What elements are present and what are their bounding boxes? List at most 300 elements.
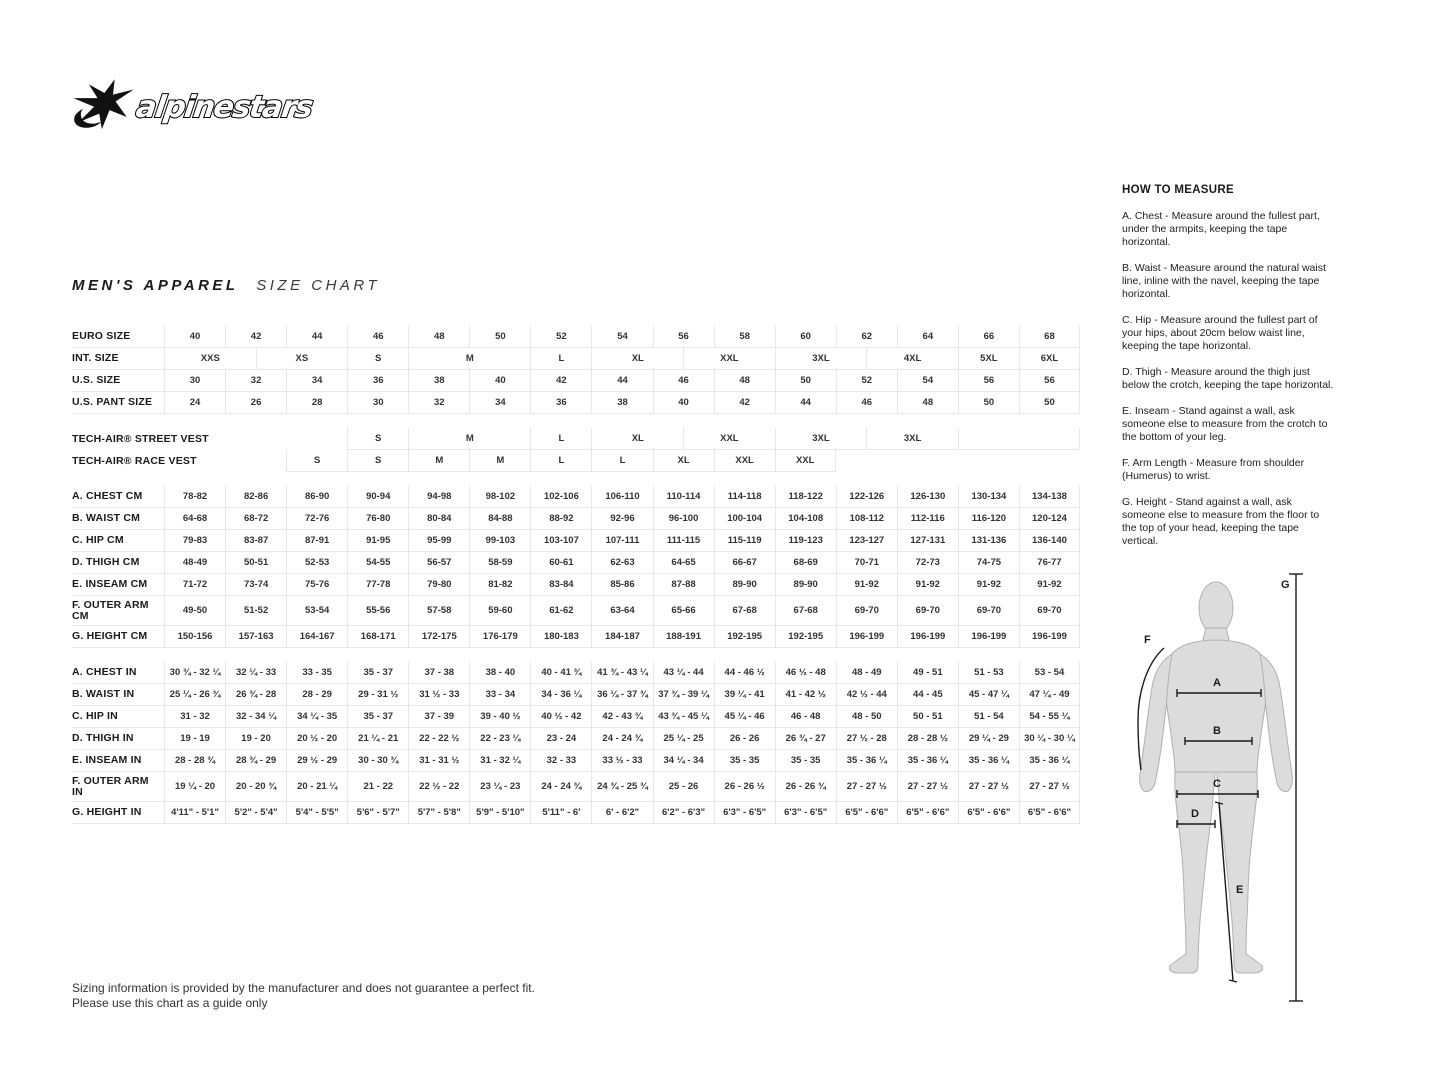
size-cell: 40 [164, 326, 225, 348]
astar-icon [73, 79, 133, 129]
size-cell: M [408, 450, 469, 472]
size-cell: 127-131 [897, 530, 958, 552]
disclaimer-line-2: Please use this chart as a guide only [72, 996, 268, 1010]
size-cell: 6' - 6'2" [591, 802, 652, 824]
table-row [72, 428, 1080, 450]
size-cell: 34 ¼ - 35 [286, 706, 347, 728]
size-cell: 102-106 [530, 486, 591, 508]
size-cell: XL [591, 348, 683, 370]
size-cell: 110-114 [653, 486, 714, 508]
size-cell: 24 - 24 ¾ [591, 728, 652, 750]
size-cell: 88-92 [530, 508, 591, 530]
size-cell: S [347, 348, 408, 370]
size-cell: 55-56 [347, 596, 408, 626]
size-cell: 104-108 [775, 508, 836, 530]
table-row [72, 530, 1080, 552]
table-row [72, 772, 1080, 802]
table-section [72, 428, 1080, 472]
size-cell: 19 ¼ - 20 [164, 772, 225, 802]
size-cell: 71-72 [164, 574, 225, 596]
size-cell: 6'5" - 6'6" [958, 802, 1019, 824]
size-cell: 37 - 38 [408, 662, 469, 684]
size-cell: 91-92 [836, 574, 897, 596]
size-cell: 53 - 54 [1019, 662, 1080, 684]
size-cell: 131-136 [958, 530, 1019, 552]
size-cell: 96-100 [653, 508, 714, 530]
size-cell: 50 [775, 370, 836, 392]
size-cell: 29 ¼ - 29 [958, 728, 1019, 750]
table-row [72, 326, 1080, 348]
measure-item-height: G. Height - Stand against a wall, ask someone else to measure from the floor to the top of your head, keeping the tape vertical. [1122, 496, 1320, 547]
measure-item-waist: B. Waist - Measure around the natural waist line, inline with the navel, keeping the tape horizontal. [1122, 262, 1326, 300]
size-cell: 6'3" - 6'5" [775, 802, 836, 824]
size-cell: 46 [347, 326, 408, 348]
size-cell: 26 ¾ - 27 [775, 728, 836, 750]
size-cell: 40 [653, 392, 714, 414]
size-cell: 31 - 32 [164, 706, 225, 728]
size-cell: 150-156 [164, 626, 225, 648]
size-cell: 32 ¼ - 33 [225, 662, 286, 684]
row-label: U.S. PANT SIZE [72, 392, 164, 414]
title-light: SIZE CHART [256, 277, 381, 294]
row-label: F. OUTER ARM IN [72, 772, 164, 802]
row-label: A. CHEST CM [72, 486, 164, 508]
size-cell: 44 [591, 370, 652, 392]
size-cell: 87-91 [286, 530, 347, 552]
size-table [72, 326, 1080, 824]
row-label: C. HIP CM [72, 530, 164, 552]
size-cell: 25 - 26 [653, 772, 714, 802]
size-cell: 68-69 [775, 552, 836, 574]
size-cell: 26 - 26 [714, 728, 775, 750]
row-label: B. WAIST CM [72, 508, 164, 530]
size-cell: 79-80 [408, 574, 469, 596]
size-cell: 30 ¾ - 32 ¼ [164, 662, 225, 684]
size-cell: M [469, 450, 530, 472]
size-cell: 85-86 [591, 574, 652, 596]
table-row [72, 596, 1080, 626]
size-cell: 69-70 [836, 596, 897, 626]
size-cell: 91-95 [347, 530, 408, 552]
size-cell: 64-65 [653, 552, 714, 574]
measure-item-hip: C. Hip - Measure around the fullest part of your hips, about 20cm below waist line, keeping the tape horizontal. [1122, 314, 1318, 352]
row-label: D. THIGH CM [72, 552, 164, 574]
size-cell: 77-78 [347, 574, 408, 596]
size-cell: 26 ¾ - 28 [225, 684, 286, 706]
size-cell: 30 - 30 ¾ [347, 750, 408, 772]
size-cell: 56 [1019, 370, 1080, 392]
size-cell: 98-102 [469, 486, 530, 508]
size-cell: 114-118 [714, 486, 775, 508]
size-cell: 27 - 27 ½ [897, 772, 958, 802]
size-cell: 91-92 [897, 574, 958, 596]
size-cell: 23 - 24 [530, 728, 591, 750]
size-cell: 4'11" - 5'1" [164, 802, 225, 824]
size-cell: 31 ½ - 33 [408, 684, 469, 706]
size-cell: 56-57 [408, 552, 469, 574]
size-cell: 72-76 [286, 508, 347, 530]
size-cell: 35 - 35 [714, 750, 775, 772]
size-cell: 27 - 27 ½ [1019, 772, 1080, 802]
size-cell: 33 - 34 [469, 684, 530, 706]
size-cell: 30 [164, 370, 225, 392]
size-cell: 130-134 [958, 486, 1019, 508]
size-cell: 41 ¾ - 43 ¼ [591, 662, 652, 684]
size-cell: 38 [408, 370, 469, 392]
size-cell: 70-71 [836, 552, 897, 574]
size-cell: 21 ¼ - 21 [347, 728, 408, 750]
measure-item-thigh: D. Thigh - Measure around the thigh just below the crotch, keeping the tape horizontal. [1122, 366, 1334, 391]
size-cell: 24 - 24 ¾ [530, 772, 591, 802]
row-label: E. INSEAM CM [72, 574, 164, 596]
row-label: EURO SIZE [72, 326, 164, 348]
row-label: C. HIP IN [72, 706, 164, 728]
size-cell: 49-50 [164, 596, 225, 626]
size-cell: XXS [164, 348, 256, 370]
size-cell: 25 ¼ - 26 ¾ [164, 684, 225, 706]
size-cell: 33 - 35 [286, 662, 347, 684]
label-waist: B [1213, 725, 1221, 737]
row-label: INT. SIZE [72, 348, 164, 370]
size-cell: 157-163 [225, 626, 286, 648]
size-cell: 73-74 [225, 574, 286, 596]
size-cell: 69-70 [958, 596, 1019, 626]
size-cell: 94-98 [408, 486, 469, 508]
size-cell: 6'3" - 6'5" [714, 802, 775, 824]
size-cell: 99-103 [469, 530, 530, 552]
size-cell: 44 [775, 392, 836, 414]
size-cell: 50 [469, 326, 530, 348]
size-cell: 116-120 [958, 508, 1019, 530]
size-cell: 28 - 29 [286, 684, 347, 706]
row-label: F. OUTER ARM CM [72, 596, 164, 626]
size-cell: 84-88 [469, 508, 530, 530]
size-cell: 50 [958, 392, 1019, 414]
size-cell: 28 - 28 ½ [897, 728, 958, 750]
label-thigh: D [1191, 808, 1199, 820]
size-cell: 86-90 [286, 486, 347, 508]
size-cell: 35 - 37 [347, 706, 408, 728]
size-cell: 196-199 [836, 626, 897, 648]
size-cell: 46 [836, 392, 897, 414]
size-cell: 91-92 [1019, 574, 1080, 596]
size-cell: 23 ¼ - 23 [469, 772, 530, 802]
size-cell: 76-77 [1019, 552, 1080, 574]
row-label: TECH-AIR® STREET VEST [72, 432, 209, 445]
size-cell: 62-63 [591, 552, 652, 574]
size-cell: 87-88 [653, 574, 714, 596]
size-cell: 168-171 [347, 626, 408, 648]
size-cell: 46 [653, 370, 714, 392]
table-row [72, 728, 1080, 750]
size-cell: 61-62 [530, 596, 591, 626]
size-cell: 112-116 [897, 508, 958, 530]
size-cell: 43 ¼ - 44 [653, 662, 714, 684]
size-cell: 53-54 [286, 596, 347, 626]
table-row [72, 750, 1080, 772]
size-cell: 56 [653, 326, 714, 348]
size-cell: 64-68 [164, 508, 225, 530]
size-cell: 44 - 45 [897, 684, 958, 706]
size-cell: 35 - 36 ¼ [1019, 750, 1080, 772]
size-cell: 5'4" - 5'5" [286, 802, 347, 824]
size-cell: 30 [347, 392, 408, 414]
size-cell: 120-124 [1019, 508, 1080, 530]
size-cell: 42 - 43 ¾ [591, 706, 652, 728]
size-cell: 72-73 [897, 552, 958, 574]
size-cell: 3XL [775, 348, 867, 370]
size-cell: 51 - 53 [958, 662, 1019, 684]
size-cell: 126-130 [897, 486, 958, 508]
size-cell: 57-58 [408, 596, 469, 626]
size-cell: 52 [836, 370, 897, 392]
size-cell: 91-92 [958, 574, 1019, 596]
table-section [72, 662, 1080, 824]
size-cell: 22 ½ - 22 [408, 772, 469, 802]
size-cell: 46 ½ - 48 [775, 662, 836, 684]
size-cell: 32 - 34 ¼ [225, 706, 286, 728]
size-cell: 79-83 [164, 530, 225, 552]
size-cell [958, 428, 1080, 450]
size-cell: XS [256, 348, 348, 370]
size-cell: 31 - 32 ¼ [469, 750, 530, 772]
size-cell: 67-68 [714, 596, 775, 626]
size-cell: 41 - 42 ½ [775, 684, 836, 706]
table-row [72, 662, 1080, 684]
size-cell: 20 - 20 ¾ [225, 772, 286, 802]
size-cell: 115-119 [714, 530, 775, 552]
size-cell: 31 - 31 ½ [408, 750, 469, 772]
size-cell: 59-60 [469, 596, 530, 626]
size-cell: 5'11" - 6' [530, 802, 591, 824]
size-cell: 192-195 [775, 626, 836, 648]
size-cell: 75-76 [286, 574, 347, 596]
size-cell: L [530, 348, 591, 370]
size-cell: 34 [469, 392, 530, 414]
size-cell: 81-82 [469, 574, 530, 596]
size-cell: 92-96 [591, 508, 652, 530]
size-cell: 42 ½ - 44 [836, 684, 897, 706]
size-cell: 51 - 54 [958, 706, 1019, 728]
size-cell: S [347, 450, 408, 472]
table-row [72, 508, 1080, 530]
size-cell: 123-127 [836, 530, 897, 552]
size-cell: 48 [714, 370, 775, 392]
size-cell: L [530, 450, 591, 472]
size-cell: 184-187 [591, 626, 652, 648]
size-cell: XXL [683, 428, 775, 450]
table-row [72, 552, 1080, 574]
size-cell: 39 ¼ - 41 [714, 684, 775, 706]
size-cell: 54 - 55 ¼ [1019, 706, 1080, 728]
size-cell: 103-107 [530, 530, 591, 552]
size-cell: 89-90 [714, 574, 775, 596]
size-cell: 48 [897, 392, 958, 414]
size-cell: 5'9" - 5'10" [469, 802, 530, 824]
size-cell: 28 [286, 392, 347, 414]
size-cell: 62 [836, 326, 897, 348]
size-cell: 100-104 [714, 508, 775, 530]
size-cell: 42 [530, 370, 591, 392]
size-cell: 21 - 22 [347, 772, 408, 802]
size-cell: 122-126 [836, 486, 897, 508]
size-cell: 68-72 [225, 508, 286, 530]
row-label: G. HEIGHT IN [72, 802, 164, 824]
measure-item-inseam: E. Inseam - Stand against a wall, ask someone else to measure from the crotch to the bottom of your leg. [1122, 405, 1328, 443]
size-cell: 46 - 48 [775, 706, 836, 728]
size-cell: 192-195 [714, 626, 775, 648]
label-arm: F [1144, 634, 1151, 646]
size-cell: 36 [530, 392, 591, 414]
size-cell: 6'5" - 6'6" [836, 802, 897, 824]
size-cell: 78-82 [164, 486, 225, 508]
size-cell: 3XL [775, 428, 867, 450]
size-cell: 45 - 47 ¼ [958, 684, 1019, 706]
size-cell: 188-191 [653, 626, 714, 648]
size-cell: 44 - 46 ½ [714, 662, 775, 684]
size-cell: 58 [714, 326, 775, 348]
size-cell: 48 - 49 [836, 662, 897, 684]
size-cell: 66 [958, 326, 1019, 348]
alpinestars-logo [70, 74, 328, 136]
size-cell: M [408, 348, 530, 370]
size-cell: 118-122 [775, 486, 836, 508]
size-cell: 64 [897, 326, 958, 348]
size-cell: 50 [1019, 392, 1080, 414]
size-cell: 28 - 28 ¾ [164, 750, 225, 772]
size-cell: 33 ½ - 33 [591, 750, 652, 772]
size-cell: S [347, 428, 408, 450]
size-cell: 32 [225, 370, 286, 392]
table-row [72, 626, 1080, 648]
row-label: U.S. SIZE [72, 370, 164, 392]
size-cell: 196-199 [1019, 626, 1080, 648]
size-cell: 136-140 [1019, 530, 1080, 552]
label-inseam: E [1236, 884, 1244, 896]
size-cell: 27 - 27 ½ [958, 772, 1019, 802]
size-cell: 26 - 26 ½ [714, 772, 775, 802]
size-cell: 27 ½ - 28 [836, 728, 897, 750]
size-cell: 22 - 22 ½ [408, 728, 469, 750]
size-cell: 48-49 [164, 552, 225, 574]
brand-wordmark: alpinestars [133, 90, 315, 126]
size-cell: 52 [530, 326, 591, 348]
size-cell [836, 450, 1080, 472]
size-cell: 5'6" - 5'7" [347, 802, 408, 824]
size-cell: 42 [714, 392, 775, 414]
size-cell: 35 - 35 [775, 750, 836, 772]
size-cell: 32 - 33 [530, 750, 591, 772]
size-cell: S [286, 450, 347, 472]
size-cell: 51-52 [225, 596, 286, 626]
title-bold: MEN'S APPAREL [72, 277, 239, 294]
size-cell: 22 - 23 ¼ [469, 728, 530, 750]
size-cell: 29 ½ - 29 [286, 750, 347, 772]
table-row [72, 370, 1080, 392]
size-cell: 95-99 [408, 530, 469, 552]
row-label: D. THIGH IN [72, 728, 164, 750]
size-cell: 34 ¼ - 34 [653, 750, 714, 772]
size-cell: 108-112 [836, 508, 897, 530]
size-cell: 67-68 [775, 596, 836, 626]
size-cell: 196-199 [958, 626, 1019, 648]
size-cell: 37 ¾ - 39 ¼ [653, 684, 714, 706]
size-cell: 83-84 [530, 574, 591, 596]
size-cell: 66-67 [714, 552, 775, 574]
size-cell: 89-90 [775, 574, 836, 596]
size-cell: 29 - 31 ½ [347, 684, 408, 706]
label-hip: C [1213, 778, 1221, 790]
size-cell: 3XL [866, 428, 958, 450]
size-cell: 54 [897, 370, 958, 392]
table-section [72, 326, 1080, 414]
size-cell: 19 - 20 [225, 728, 286, 750]
row-label: A. CHEST IN [72, 662, 164, 684]
size-cell: 35 - 36 ¼ [958, 750, 1019, 772]
size-cell: XL [653, 450, 714, 472]
row-label: E. INSEAM IN [72, 750, 164, 772]
size-cell: 36 ¼ - 37 ¾ [591, 684, 652, 706]
size-cell: 48 [408, 326, 469, 348]
size-cell: 40 [469, 370, 530, 392]
size-cell: 111-115 [653, 530, 714, 552]
size-cell: 119-123 [775, 530, 836, 552]
size-cell: 32 [408, 392, 469, 414]
size-cell: 180-183 [530, 626, 591, 648]
size-cell: XXL [683, 348, 775, 370]
size-cell: 49 - 51 [897, 662, 958, 684]
size-cell: 42 [225, 326, 286, 348]
size-cell: 48 - 50 [836, 706, 897, 728]
table-row [72, 348, 1080, 370]
size-cell: XL [591, 428, 683, 450]
size-cell: 80-84 [408, 508, 469, 530]
size-cell: 60 [775, 326, 836, 348]
measure-item-arm: F. Arm Length - Measure from shoulder (Humerus) to wrist. [1122, 457, 1305, 482]
row-label: TECH-AIR® RACE VEST [72, 454, 197, 467]
size-cell: 69-70 [897, 596, 958, 626]
size-cell: 52-53 [286, 552, 347, 574]
size-cell: 20 ½ - 20 [286, 728, 347, 750]
size-cell: XXL [714, 450, 775, 472]
size-cell: 58-59 [469, 552, 530, 574]
size-cell: 36 [347, 370, 408, 392]
size-cell: 176-179 [469, 626, 530, 648]
size-cell: 50 - 51 [897, 706, 958, 728]
size-cell: 68 [1019, 326, 1080, 348]
size-cell: 4XL [866, 348, 958, 370]
size-cell: 82-86 [225, 486, 286, 508]
size-cell: 35 - 36 ¼ [836, 750, 897, 772]
size-cell: 47 ¼ - 49 [1019, 684, 1080, 706]
size-cell: 5'2" - 5'4" [225, 802, 286, 824]
row-label: G. HEIGHT CM [72, 626, 164, 648]
page-title [72, 277, 380, 294]
table-row [72, 684, 1080, 706]
size-cell: 24 [164, 392, 225, 414]
table-row [72, 706, 1080, 728]
size-cell: L [591, 450, 652, 472]
size-cell: 40 ½ - 42 [530, 706, 591, 728]
size-cell: 83-87 [225, 530, 286, 552]
size-cell: L [530, 428, 591, 450]
disclaimer-line-1: Sizing information is provided by the manufacturer and does not guarantee a perfect fit. [72, 981, 535, 995]
size-cell: 56 [958, 370, 1019, 392]
table-row [72, 486, 1080, 508]
size-cell: 60-61 [530, 552, 591, 574]
size-cell: 6'5" - 6'6" [897, 802, 958, 824]
size-cell: 25 ¼ - 25 [653, 728, 714, 750]
